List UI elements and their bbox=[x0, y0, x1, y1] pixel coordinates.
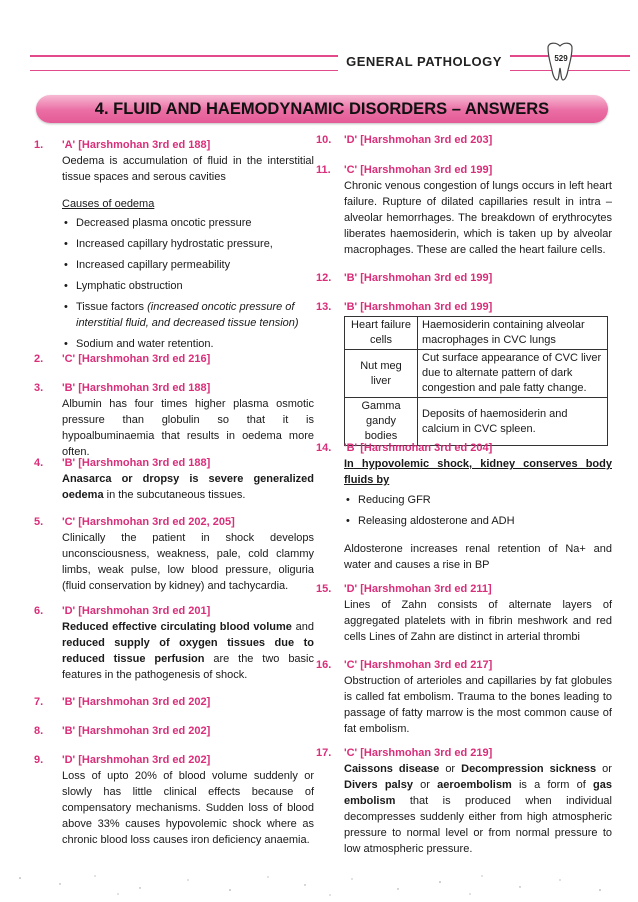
answer-connector: or bbox=[596, 763, 612, 775]
answer-reference: 'C' [Harshmohan 3rd ed 199] bbox=[344, 164, 493, 176]
answer-bold-text: aeroembolism bbox=[437, 779, 512, 791]
table-cell: Deposits of haemosiderin and calcium in CVC spleen. bbox=[418, 398, 608, 446]
answer-connector: and bbox=[291, 621, 314, 633]
list-item-label: Tissue factors bbox=[76, 301, 145, 313]
answer-17 bbox=[316, 745, 612, 857]
answer-5 bbox=[34, 514, 314, 594]
list-item: • Releasing aldosterone and ADH bbox=[344, 513, 612, 529]
answer-reference: 'B' [Harshmohan 3rd ed 202] bbox=[62, 725, 211, 737]
causes-heading: Causes of oedema bbox=[62, 198, 155, 210]
table-cell: Heart failure cells bbox=[345, 317, 418, 350]
answer-reference: 'D' [Harshmohan 3rd ed 211] bbox=[344, 583, 492, 595]
question-number: 4. bbox=[34, 457, 44, 469]
answer-text: Albumin has four times higher plasma osmotic pressure than globulin so that it is hypoalbuminaemia that results in oedema more often. bbox=[62, 398, 314, 458]
table-cell: Cut surface appearance of CVC liver due to alternate pattern of dark congestion and pale fatty change. bbox=[418, 350, 608, 398]
answer-14 bbox=[316, 440, 612, 573]
answer-2 bbox=[34, 351, 314, 367]
table-row bbox=[345, 317, 608, 350]
answer-bold-text: Caissons disease bbox=[344, 763, 440, 775]
answer-bold-text: Divers palsy bbox=[344, 779, 413, 791]
answer-reference: 'B' [Harshmohan 3rd ed 188] bbox=[62, 382, 211, 394]
answer-12 bbox=[316, 270, 612, 286]
list-item: • Reducing GFR bbox=[344, 492, 612, 508]
answer-rest-text: are the two basic features in the pathogenesis of shock. bbox=[62, 653, 314, 681]
answer-reference: 'B' [Harshmohan 3rd ed 204] bbox=[344, 442, 493, 454]
answer-reference: 'B' [Harshmohan 3rd ed 188] bbox=[62, 457, 211, 469]
answer-bold-text: Reduced effective circulating blood volume bbox=[62, 621, 292, 633]
answer-bold-text: Anasarca or dropsy is severe generalized oedema bbox=[62, 473, 314, 501]
answer-text: Clinically the patient in shock develops unconsciousness, weakness, pale, cold clammy limbs, weak pulse, low blood pressure, oliguria (fluid conservation by kidney) and tachycardia. bbox=[62, 532, 314, 592]
question-number: 6. bbox=[34, 605, 44, 617]
table-row bbox=[345, 350, 608, 398]
header-rule bbox=[30, 55, 630, 57]
list-item: • Lymphatic obstruction bbox=[62, 278, 314, 294]
question-number: 5. bbox=[34, 516, 44, 528]
question-number: 11. bbox=[316, 164, 331, 176]
answer-15 bbox=[316, 581, 612, 645]
table-cell: Haemosiderin containing alveolar macrophages in CVC lungs bbox=[418, 317, 608, 350]
question-number: 9. bbox=[34, 754, 44, 766]
answer-11 bbox=[316, 162, 612, 258]
answer-bold-text: Decompression sickness bbox=[461, 763, 597, 775]
question-number: 13. bbox=[316, 301, 332, 313]
answer-rest-text: that is produced when individual decompresses suddenly either from high atmospheric pressure to normal level or from normal pressure to low atmospheric pressure. bbox=[344, 795, 612, 855]
question-number: 2. bbox=[34, 353, 44, 365]
answer-rest-text: in the subcutaneous tissues. bbox=[103, 489, 246, 501]
table-row bbox=[345, 398, 608, 446]
answer-9 bbox=[34, 752, 314, 848]
question-number: 7. bbox=[34, 696, 44, 708]
answer-1 bbox=[34, 137, 314, 357]
answer-reference: 'B' [Harshmohan 3rd ed 202] bbox=[62, 696, 211, 708]
answer-text bbox=[62, 471, 314, 503]
table-cell: Nut meg liver bbox=[345, 350, 418, 398]
tissue-factors-note: (increased oncotic pressure of interstitial fluid, and decreased tissue tension) bbox=[76, 301, 299, 329]
answer-text: Loss of upto 20% of blood volume suddenly or slowly has little clinical effects because of compensatory mechanisms. Sudden loss of blood above 33% causes hypovolemic shock where as chronic blood loss causes iron deficiency anaemia. bbox=[62, 770, 314, 846]
question-number: 14. bbox=[316, 442, 332, 454]
list-item: • Increased capillary permeability bbox=[62, 257, 314, 273]
list-item: • Increased capillary hydrostatic pressure, bbox=[62, 236, 314, 252]
answer-text: Chronic venous congestion of lungs occurs in left heart failure. Rupture of dilated capillaries result in intra – alveolar hemorrhages. The breakdown of erythrocytes liberates haemosiderin, which is taken up by alveolar macrophages. These are called the heart failure cells. bbox=[344, 180, 612, 256]
answer-reference: 'A' [Harshmohan 3rd ed 188] bbox=[62, 139, 211, 151]
answer-3 bbox=[34, 380, 314, 460]
section-title: GENERAL PATHOLOGY bbox=[338, 50, 510, 74]
question-number: 16. bbox=[316, 659, 332, 671]
answer-16 bbox=[316, 657, 612, 737]
question-number: 8. bbox=[34, 725, 44, 737]
answer-connector: or bbox=[439, 763, 462, 775]
answer-4 bbox=[34, 455, 314, 503]
table-cell: Gamma gandy bodies bbox=[345, 398, 418, 446]
answer-reference: 'D' [Harshmohan 3rd ed 203] bbox=[344, 134, 493, 146]
answer-reference: 'C' [Harshmohan 3rd ed 216] bbox=[62, 353, 211, 365]
page-number: 529 bbox=[554, 54, 568, 63]
answer-reference: 'C' [Harshmohan 3rd ed 202, 205] bbox=[62, 516, 235, 528]
answer-bold-text: reduced supply of oxygen tissues due to reduced tissue perfusion bbox=[62, 637, 314, 665]
question-number: 3. bbox=[34, 382, 44, 394]
question-number: 12. bbox=[316, 272, 332, 284]
answer-connector: is a form of bbox=[511, 779, 593, 791]
answer-reference: 'D' [Harshmohan 3rd ed 201] bbox=[62, 605, 211, 617]
answer-text: Oedema is accumulation of fluid in the interstitial tissue spaces and serous cavities bbox=[62, 155, 314, 183]
answer-heading: In hypovolemic shock, kidney conserves body fluids by bbox=[344, 458, 612, 486]
comparison-table bbox=[344, 316, 608, 446]
answer-text bbox=[62, 619, 314, 683]
answer-reference: 'C' [Harshmohan 3rd ed 219] bbox=[344, 747, 493, 759]
answer-6 bbox=[34, 603, 314, 683]
question-number: 17. bbox=[316, 747, 332, 759]
question-number: 15. bbox=[316, 583, 332, 595]
answer-text: Obstruction of arterioles and capillaries by fat globules is called fat embolism. Trauma to the bones leading to passage of fatty marrow is the most common cause of fat embolism. bbox=[344, 675, 612, 735]
answer-text bbox=[344, 761, 612, 857]
answer-reference: 'D' [Harshmohan 3rd ed 202] bbox=[62, 754, 211, 766]
answer-10 bbox=[316, 132, 612, 148]
answer-reference: 'B' [Harshmohan 3rd ed 199] bbox=[344, 272, 493, 284]
chapter-title: 4. FLUID AND HAEMODYNAMIC DISORDERS – ANSWERS bbox=[94, 100, 550, 118]
answer-text: Aldosterone increases renal retention of Na+ and water and causes a rise in BP bbox=[344, 543, 612, 571]
list-item bbox=[62, 299, 314, 331]
answer-text: Lines of Zahn consists of alternate layers of aggregated platelets with in fibrin meshwork and red cells Lines of Zahn are distinct in arterial thrombi bbox=[344, 599, 612, 643]
header-rule-thin bbox=[30, 70, 630, 71]
answer-7 bbox=[34, 694, 314, 710]
answer-13 bbox=[316, 299, 612, 446]
answer-reference: 'B' [Harshmohan 3rd ed 199] bbox=[344, 301, 493, 313]
answer-connector: or bbox=[412, 779, 438, 791]
question-number: 10. bbox=[316, 134, 332, 146]
list-item: • Decreased plasma oncotic pressure bbox=[62, 215, 314, 231]
answer-bold-text: gas embolism bbox=[344, 779, 612, 807]
list-item: • Sodium and water retention. bbox=[62, 336, 314, 352]
scan-noise bbox=[0, 870, 638, 900]
question-number: 1. bbox=[34, 139, 44, 151]
answer-8 bbox=[34, 723, 314, 739]
answer-reference: 'C' [Harshmohan 3rd ed 217] bbox=[344, 659, 493, 671]
